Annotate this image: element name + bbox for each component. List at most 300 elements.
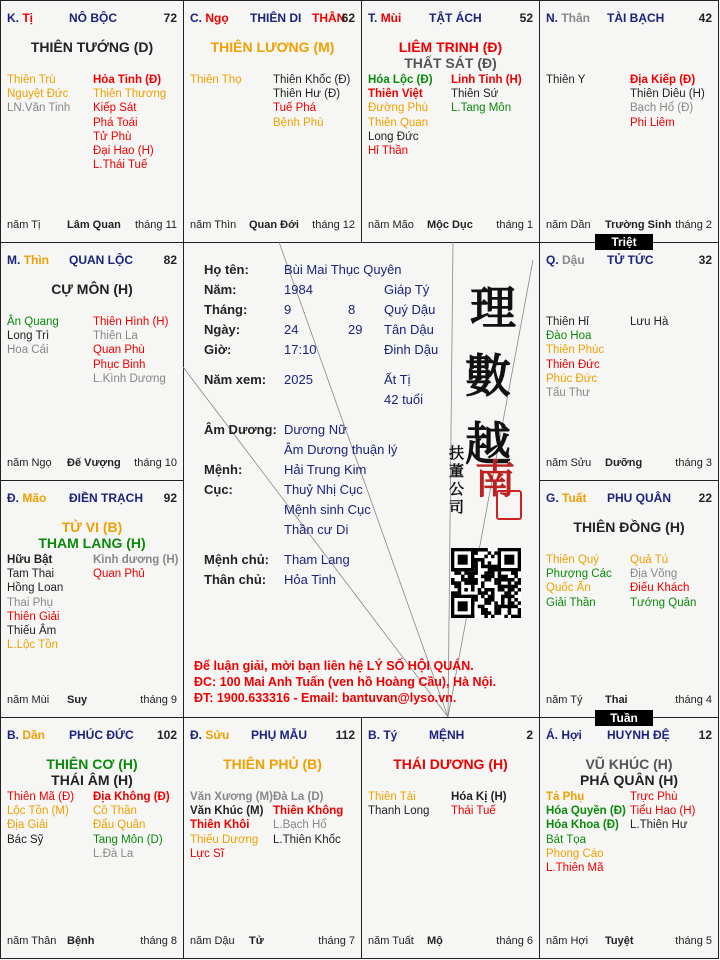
palace-footer	[7, 457, 177, 471]
minor-star: L.Bạch Hổ	[273, 819, 327, 832]
minor-star: Hỏa Tinh (Đ)	[93, 74, 162, 86]
minor-star: Văn Khúc (M)	[190, 805, 264, 818]
year-label: năm Thìn	[190, 219, 237, 231]
minor-star: Thiên Sứ	[451, 88, 499, 101]
palace-branch: Dần	[22, 728, 46, 742]
main-star: THÁI DƯƠNG (H)	[393, 756, 508, 772]
minor-star: Linh Tinh (H)	[451, 74, 522, 86]
left-stars	[368, 73, 433, 158]
minor-star: Hỉ Thần	[368, 145, 409, 158]
right-stars	[630, 553, 696, 610]
life-stage: Mộc Dục	[427, 219, 473, 231]
left-stars	[7, 73, 70, 116]
palace-branch: Tuất	[562, 491, 587, 505]
palace-pos-letter: B.	[7, 728, 19, 742]
palace-footer	[368, 219, 533, 233]
palace-pos-letter: N.	[546, 11, 558, 25]
minor-star: Kiếp Sát	[93, 102, 137, 115]
month-label: tháng 4	[675, 694, 712, 706]
palace-name: THIÊN DI	[250, 11, 302, 25]
value-cuc-3: Thần cư Di	[284, 522, 349, 537]
palace-footer	[546, 935, 712, 949]
minor-star: Điếu Khách	[630, 582, 690, 595]
minor-star: Thiếu Dương	[190, 833, 259, 846]
value-thang-lunar: 8	[348, 302, 356, 317]
minor-star: Tả Phụ	[546, 791, 585, 803]
palace-position	[546, 728, 582, 742]
life-stage: Bệnh	[67, 935, 95, 947]
main-stars	[540, 756, 718, 788]
label-cuc: Cục:	[204, 482, 233, 497]
minor-star: Bạch Hổ (Đ)	[630, 102, 694, 115]
label-ngay: Ngày:	[204, 322, 241, 337]
value-ngay-lunar: 29	[348, 322, 363, 337]
palace-p12[interactable]	[539, 717, 719, 959]
palace-pos-letter: M.	[7, 253, 21, 267]
palace-p10[interactable]	[183, 717, 362, 959]
value-ngay-can: Tân Dậu	[384, 322, 434, 337]
palace-number: 102	[156, 728, 177, 742]
palace-name: MỆNH	[429, 728, 465, 742]
palace-p9[interactable]	[0, 717, 184, 959]
minor-star: Tướng Quân	[630, 596, 697, 609]
palace-name: PHÚC ĐỨC	[69, 728, 134, 742]
palace-header	[7, 11, 177, 27]
palace-number: 52	[519, 11, 533, 25]
palace-pos-letter: Q.	[546, 253, 559, 267]
main-stars	[1, 756, 183, 788]
left-stars	[190, 790, 273, 861]
minor-star: Cô Thần	[93, 805, 137, 818]
palace-p4[interactable]	[539, 0, 719, 243]
palace-header	[368, 728, 533, 744]
life-stage: Mộ	[427, 935, 443, 947]
palace-footer	[190, 935, 355, 949]
minor-star: Thiên Hình (H)	[93, 316, 169, 328]
minor-star: Hóa Quyền (Đ)	[546, 805, 626, 818]
value-am-duong-2: Âm Dương thuận lý	[284, 442, 398, 457]
palace-number: 72	[163, 11, 177, 25]
label-than-chu: Thân chủ:	[204, 572, 267, 587]
month-label: tháng 11	[134, 219, 177, 231]
palace-p8[interactable]	[539, 480, 719, 718]
main-star: THIÊN TƯỚNG (D)	[30, 39, 154, 55]
minor-star: Tử Phù	[93, 130, 132, 143]
life-stage: Suy	[67, 694, 88, 706]
left-stars	[546, 315, 604, 400]
month-label: tháng 8	[140, 935, 177, 947]
calligraphy-char: 數	[465, 349, 511, 403]
minor-star: Long Đức	[368, 130, 419, 143]
minor-star: Hồng Loan	[7, 582, 64, 595]
minor-star: Thiên Y	[546, 74, 586, 86]
right-stars	[93, 790, 170, 861]
minor-star: Đào Hoa	[546, 330, 592, 343]
value-ngay: 24	[284, 322, 299, 337]
month-label: tháng 7	[318, 935, 355, 947]
right-stars	[630, 315, 668, 329]
life-stage: Đế Vượng	[67, 457, 121, 469]
left-stars	[546, 553, 612, 610]
main-star: THIÊN CƠ (H)	[46, 756, 138, 772]
label-nam-xem: Năm xem:	[204, 372, 267, 387]
value-nam-xem-can: Ất Tị	[384, 372, 411, 387]
value-than-chu: Hỏa Tinh	[284, 572, 337, 587]
palace-name: TẬT ÁCH	[429, 11, 482, 25]
value-menh: Hải Trung Kim	[284, 462, 367, 477]
value-thang: 9	[284, 302, 292, 317]
palace-branch: Tị	[22, 11, 34, 25]
minor-star: Tuế Phá	[273, 102, 317, 115]
left-stars	[190, 73, 242, 87]
life-stage: Trường Sinh	[605, 219, 672, 231]
minor-star: Thiên Hư (Đ)	[273, 88, 341, 101]
minor-star: Quan Phù	[93, 344, 145, 357]
month-label: tháng 10	[134, 457, 177, 469]
palace-position	[368, 728, 397, 742]
palace-position	[7, 11, 33, 25]
year-label: năm Thân	[7, 935, 57, 947]
tuan-tag: Tuần	[595, 710, 653, 726]
minor-star: Thiên Hỉ	[546, 316, 589, 328]
minor-star: Tiểu Hao (H)	[630, 805, 696, 818]
minor-star: Thái Tuế	[451, 805, 496, 818]
minor-star: Thiên Phúc	[546, 344, 605, 357]
palace-footer	[7, 694, 177, 708]
left-stars	[368, 790, 429, 818]
palace-position	[7, 491, 46, 505]
minor-star: Thiên Không	[273, 805, 344, 818]
value-gio-can: Đinh Dậu	[384, 342, 439, 357]
minor-star: Hóa Kị (H)	[451, 791, 507, 803]
main-star: THIÊN PHỦ (B)	[223, 756, 322, 772]
minor-star: Thai Phụ	[7, 596, 54, 609]
main-star: THÁI ÂM (H)	[51, 772, 133, 788]
minor-star: L.Đà La	[93, 847, 134, 860]
minor-star: Quan Phủ	[93, 568, 145, 581]
main-star: CỰ MÔN (H)	[51, 281, 133, 297]
palace-position	[190, 11, 229, 25]
minor-star: Phong Cáo	[546, 847, 604, 860]
minor-star: Thiên Tài	[368, 791, 416, 803]
minor-star: Địa Võng	[630, 568, 678, 581]
palace-branch: Tý	[383, 728, 398, 742]
value-thang-can: Quý Dậu	[384, 302, 436, 317]
minor-star: Thiên Quý	[546, 554, 600, 566]
palace-pos-letter: Đ.	[190, 728, 202, 742]
right-stars	[273, 790, 343, 847]
contact-line-1: Để luận giải, mời bạn liên hệ LÝ SỐ HỘI QUÁN.	[194, 659, 474, 673]
left-stars	[7, 315, 59, 358]
minor-star: Địa Không (Đ)	[93, 791, 170, 803]
minor-star: Hoa Cái	[7, 344, 49, 357]
left-stars	[546, 790, 626, 875]
minor-star: Thiếu Âm	[7, 625, 57, 638]
label-ho-ten: Họ tên:	[204, 262, 249, 277]
palace-number: 32	[698, 253, 712, 267]
minor-star: Thiên Diêu (H)	[630, 88, 705, 101]
minor-star: Thanh Long	[368, 805, 430, 818]
minor-star: Địa Kiếp (Đ)	[630, 74, 696, 86]
minor-star: Văn Xương (M)	[190, 791, 273, 803]
label-menh-chu: Mệnh chủ:	[204, 552, 269, 567]
label-nam: Năm:	[204, 282, 237, 297]
minor-star: Thiên Thương	[93, 88, 167, 101]
minor-star: Nguyệt Đức	[7, 88, 69, 101]
palace-header	[7, 491, 177, 507]
year-label: năm Dần	[546, 219, 591, 231]
palace-than-badge: THÂN	[312, 11, 346, 25]
life-stage: Quan Đới	[249, 219, 299, 231]
minor-star: Thiên Đức	[546, 358, 600, 371]
main-stars	[1, 519, 183, 551]
year-label: năm Ngọ	[7, 457, 52, 469]
value-ho-ten: Bùi Mai Thục Quyên	[284, 262, 402, 277]
left-stars	[7, 790, 74, 847]
life-stage: Dưỡng	[605, 457, 643, 469]
label-am-duong: Âm Dương:	[204, 422, 277, 437]
minor-star: Địa Giải	[7, 819, 48, 832]
minor-star: Quả Tú	[630, 554, 669, 566]
minor-star: Giải Thần	[546, 596, 596, 609]
palace-p1[interactable]	[0, 0, 184, 243]
palace-p5[interactable]	[0, 242, 184, 481]
main-star: THẤT SÁT (Đ)	[404, 55, 497, 71]
main-stars	[1, 39, 183, 55]
minor-star: LN.Văn Tinh	[7, 102, 71, 115]
palace-pos-letter: Đ.	[7, 491, 19, 505]
palace-name: TÀI BẠCH	[607, 11, 665, 25]
left-stars	[7, 553, 63, 652]
value-gio: 17:10	[284, 342, 317, 357]
minor-star: Đà La (D)	[273, 791, 324, 803]
year-label: năm Dậu	[190, 935, 235, 947]
minor-star: Tang Môn (D)	[93, 833, 163, 846]
center-info	[183, 242, 538, 717]
calligraphy-side: 公	[449, 480, 465, 498]
main-stars	[362, 756, 539, 772]
palace-pos-letter: K.	[7, 11, 19, 25]
main-stars	[362, 39, 539, 71]
palace-branch: Mão	[22, 491, 47, 505]
palace-header	[190, 11, 355, 27]
palace-branch: Thân	[561, 11, 591, 25]
palace-name: QUAN LỘC	[69, 253, 133, 267]
palace-p11[interactable]	[361, 717, 540, 959]
minor-star: Quốc Ấn	[546, 582, 591, 595]
palace-position	[7, 253, 49, 267]
right-stars	[630, 73, 705, 130]
palace-branch: Mùi	[380, 11, 402, 25]
right-stars	[93, 315, 168, 386]
palace-name: ĐIỀN TRẠCH	[69, 491, 143, 505]
minor-star: Bệnh Phù	[273, 116, 324, 129]
minor-star: Thiên La	[93, 330, 138, 343]
value-tuoi: 42 tuổi	[384, 392, 424, 407]
palace-pos-letter: Á.	[546, 728, 558, 742]
minor-star: L.Kình Dương	[93, 372, 166, 385]
main-stars	[540, 519, 718, 535]
palace-position	[190, 728, 229, 742]
right-stars	[93, 553, 178, 581]
palace-position	[546, 491, 586, 505]
palace-branch: Hợi	[561, 728, 582, 742]
minor-star: L.Lộc Tồn	[7, 639, 58, 652]
minor-star: Đẩu Quân	[93, 819, 146, 832]
palace-footer	[546, 694, 712, 708]
minor-star: Thiên Trù	[7, 74, 56, 86]
palace-number: 12	[698, 728, 712, 742]
label-menh: Mệnh:	[204, 462, 243, 477]
palace-header	[546, 11, 712, 27]
value-cuc: Thuỷ Nhị Cục	[284, 482, 363, 497]
value-am-duong: Dương Nữ	[284, 422, 347, 437]
minor-star: Tấu Thư	[546, 387, 590, 400]
palace-pos-letter: B.	[368, 728, 380, 742]
life-stage: Tử	[249, 935, 264, 947]
year-label: năm Tý	[546, 694, 583, 706]
left-stars	[546, 73, 585, 87]
minor-star: Phúc Đức	[546, 372, 598, 385]
palace-header	[190, 728, 355, 744]
palace-number: 42	[698, 11, 712, 25]
palace-header	[546, 491, 712, 507]
main-star: VŨ KHÚC (H)	[585, 756, 673, 772]
contact-line-2: ĐC: 100 Mai Anh Tuấn (ven hồ Hoàng Cầu), Hà Nội.	[194, 675, 497, 689]
palace-footer	[368, 935, 533, 949]
right-stars	[93, 73, 166, 172]
main-star: LIÊM TRINH (Đ)	[398, 39, 503, 55]
palace-branch: Thìn	[23, 253, 50, 267]
palace-footer	[546, 457, 712, 471]
minor-star: Hóa Khoa (Đ)	[546, 819, 619, 832]
palace-pos-letter: T.	[368, 11, 378, 25]
month-label: tháng 6	[496, 935, 533, 947]
minor-star: Đường Phù	[368, 102, 428, 115]
qr-code-icon	[451, 548, 521, 618]
year-label: năm Sửu	[546, 457, 592, 469]
life-stage: Tuyệt	[605, 935, 634, 947]
calligraphy-char: 越	[465, 417, 511, 471]
minor-star: Thiên Khốc (Đ)	[273, 74, 351, 86]
year-label: năm Mùi	[7, 694, 50, 706]
year-label: năm Tị	[7, 219, 41, 231]
palace-footer	[7, 219, 177, 233]
right-stars	[630, 790, 695, 833]
palace-branch: Sửu	[205, 728, 230, 742]
life-stage: Thai	[605, 694, 628, 706]
minor-star: Bác Sỹ	[7, 833, 44, 846]
minor-star: Thiên Quan	[368, 116, 429, 129]
year-label: năm Hợi	[546, 935, 589, 947]
contact-line-3: ĐT: 1900.633316 - Email: bantuvan@lyso.vn.	[194, 691, 457, 705]
minor-star: Phượng Các	[546, 568, 612, 581]
main-star: THIÊN ĐỒNG (H)	[573, 519, 685, 535]
minor-star: L.Thái Tuế	[93, 159, 148, 172]
minor-star: Phục Binh	[93, 358, 146, 371]
main-star: PHÁ QUÂN (H)	[580, 772, 678, 788]
minor-star: L.Thiên Khốc	[273, 833, 341, 846]
minor-star: Long Trì	[7, 330, 50, 343]
year-label: năm Mão	[368, 219, 414, 231]
main-star: TỬ VI (B)	[61, 519, 123, 535]
palace-header	[7, 728, 177, 744]
calligraphy-char: 南	[475, 456, 515, 503]
value-nam-xem: 2025	[284, 372, 313, 387]
label-gio: Giờ:	[204, 342, 232, 357]
palace-footer	[7, 935, 177, 949]
minor-star: Thiên Mã (Đ)	[7, 791, 75, 803]
palace-number: 92	[163, 491, 177, 505]
palace-pos-letter: C.	[190, 11, 202, 25]
palace-footer	[546, 219, 712, 233]
minor-star: L.Tang Môn	[451, 102, 512, 115]
calligraphy-side: 司	[449, 498, 465, 516]
palace-position	[7, 728, 45, 742]
palace-pos-letter: G.	[546, 491, 559, 505]
calligraphy-side: 扶	[449, 444, 465, 462]
red-seal	[496, 490, 522, 520]
minor-star: Hóa Lộc (Đ)	[368, 74, 433, 86]
month-label: tháng 9	[140, 694, 177, 706]
main-stars	[184, 39, 361, 55]
palace-position	[368, 11, 401, 25]
calligraphy-side: 董	[449, 462, 465, 480]
palace-p6[interactable]	[539, 242, 719, 481]
palace-header	[546, 253, 712, 269]
right-stars	[451, 790, 507, 818]
palace-number: 112	[335, 728, 355, 742]
triet-tag: Triệt	[595, 234, 653, 250]
palace-name: NÔ BỘC	[69, 11, 117, 25]
minor-star: Thiên Thọ	[190, 74, 242, 86]
palace-number: 62	[341, 11, 355, 25]
main-star: THAM LANG (H)	[38, 535, 146, 551]
minor-star: L.Thiên Mã	[546, 862, 604, 875]
minor-star: Thiên Giải	[7, 610, 60, 623]
month-label: tháng 2	[675, 219, 712, 231]
palace-header	[7, 253, 177, 269]
main-star: THIÊN LƯƠNG (M)	[210, 39, 335, 55]
minor-star: Phi Liêm	[630, 116, 675, 129]
minor-star: Kình dương (H)	[93, 554, 179, 566]
month-label: tháng 3	[675, 457, 712, 469]
palace-branch: Ngọ	[205, 11, 229, 25]
right-stars	[451, 73, 522, 116]
palace-name: HUYNH ĐỆ	[607, 728, 670, 742]
minor-star: L.Thiên Hư	[630, 819, 688, 832]
minor-star: Đại Hao (H)	[93, 145, 154, 158]
calligraphy-char: 理	[470, 281, 516, 335]
minor-star: Tam Thai	[7, 568, 55, 581]
palace-p2[interactable]	[183, 0, 362, 243]
palace-number: 22	[698, 491, 712, 505]
palace-header	[546, 728, 712, 744]
palace-name: PHỤ MẪU	[251, 728, 307, 742]
palace-name: TỬ TỨC	[607, 253, 654, 267]
palace-footer	[190, 219, 355, 233]
palace-p3[interactable]	[361, 0, 540, 243]
minor-star: Lưu Hà	[630, 316, 669, 328]
main-stars	[1, 281, 183, 297]
palace-branch: Dậu	[562, 253, 585, 267]
value-cuc-2: Mệnh sinh Cục	[284, 502, 371, 517]
minor-star: Trực Phù	[630, 791, 678, 803]
palace-p7[interactable]	[0, 480, 184, 718]
palace-number: 82	[163, 253, 177, 267]
minor-star: Lực Sĩ	[190, 847, 224, 860]
palace-name: PHU QUÂN	[607, 491, 672, 505]
